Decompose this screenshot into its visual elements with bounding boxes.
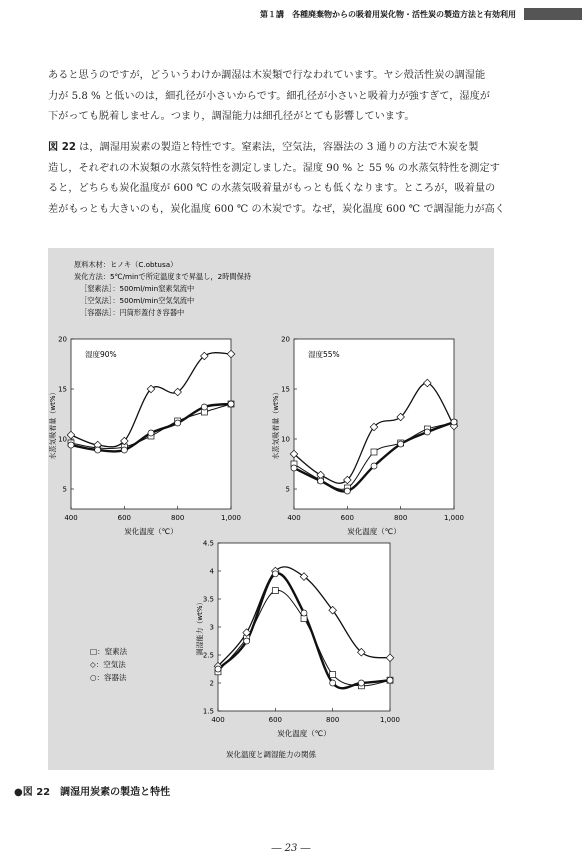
- x-tick-label: 1,000: [379, 716, 401, 724]
- y-tick-label: 10: [58, 435, 67, 444]
- legend-entry: ○：容器法: [90, 673, 127, 682]
- y-tick-label: 20: [58, 335, 67, 344]
- x-tick-label: 800: [393, 514, 408, 522]
- y-tick-label: 2.5: [202, 651, 214, 660]
- y-tick-label: 5: [62, 485, 67, 494]
- data-point-circle: [371, 463, 377, 469]
- x-tick-label: 600: [268, 716, 283, 724]
- text-line: 下がっても脱着しません。つまり，調湿能力は細孔径がとても影響しています。: [48, 111, 415, 123]
- data-point-circle: [451, 419, 457, 425]
- legend-entry: ◇：空気法: [90, 660, 126, 669]
- text-line: 差がもっとも大きいのも，炭化温度 600 ℃ の木炭です。なぜ，炭化温度 600 ℃ で調湿能力が高く: [48, 203, 505, 215]
- data-point-circle: [215, 666, 221, 672]
- data-point-circle: [244, 638, 250, 644]
- figure-reference[interactable]: 図 22: [48, 142, 76, 153]
- y-tick-label: 4: [209, 567, 214, 576]
- data-point-circle: [121, 447, 127, 453]
- y-tick-label: 1.5: [202, 707, 214, 716]
- data-point-circle: [201, 404, 207, 410]
- data-point-circle: [272, 571, 278, 577]
- data-point-circle: [301, 610, 307, 616]
- y-axis-label: 水蒸気吸着量（wt%）: [272, 388, 280, 460]
- chart-1: [48, 336, 241, 537]
- data-point-circle: [228, 401, 234, 407]
- data-point-circle: [68, 442, 74, 448]
- x-tick-label: 600: [117, 514, 132, 522]
- chart-3: [195, 540, 400, 739]
- x-axis-label: 炭化温度（℃）: [124, 527, 178, 536]
- data-point-square: [272, 588, 278, 594]
- y-tick-label: 3: [209, 623, 214, 632]
- text-line: ると，どちらも炭化温度が 600 ℃ の水蒸気吸着量がもっとも低くなります。ところが，吸着量の: [48, 183, 496, 195]
- legend-entry: □：窒素法: [90, 647, 128, 656]
- data-point-circle: [387, 677, 393, 683]
- figure-caption: ●図 22 調湿用炭素の製造と特性: [14, 787, 171, 798]
- humidity-annotation: 湿度90%: [85, 350, 117, 359]
- data-point-square: [371, 449, 377, 455]
- text-line: 造し，それぞれの木炭類の水蒸気特性を測定しました。湿度 90 % と 55 % の水蒸気特性を測定す: [48, 162, 500, 174]
- y-tick-label: 3.5: [202, 595, 214, 604]
- x-tick-label: 400: [64, 514, 78, 522]
- header-title: 第１講 各種廃棄物からの吸着用炭化物・活性炭の製造方法と有効利用: [260, 10, 516, 19]
- y-tick-label: 15: [281, 385, 290, 394]
- legend: [90, 646, 128, 682]
- x-tick-label: 600: [340, 514, 355, 522]
- x-tick-label: 1,000: [220, 514, 242, 522]
- chart-2: [271, 336, 464, 537]
- data-point-square: [330, 672, 336, 678]
- data-point-circle: [148, 430, 154, 436]
- note-line: 原料木材：ヒノキ（C.obtusa）: [74, 260, 178, 269]
- x-tick-label: 800: [325, 716, 340, 724]
- plot-area: [71, 339, 231, 509]
- text-line: 力が 5.8 % と低いのは，細孔径が小さいからです。細孔径が小さいと吸着力が強すぎて，湿度が: [48, 90, 490, 102]
- humidity-annotation: 湿度55%: [308, 350, 340, 359]
- data-point-square: [301, 616, 307, 622]
- data-point-circle: [424, 429, 430, 435]
- note-line: 炭化方法：5℃/minで所定温度まで昇温し，2時間保持: [74, 272, 251, 281]
- x-tick-label: 400: [287, 514, 301, 522]
- header-bar: [524, 8, 582, 20]
- y-axis-label: 水蒸気吸着量（wt%）: [49, 388, 57, 460]
- data-point-circle: [358, 680, 364, 686]
- y-tick-label: 5: [285, 485, 290, 494]
- paragraph-1: [48, 66, 538, 128]
- x-axis-label: 炭化温度（℃）: [277, 729, 331, 738]
- data-point-circle: [175, 420, 181, 426]
- data-point-circle: [344, 488, 350, 494]
- note-line: ［窒素法］：500ml/min窒素気流中: [80, 284, 195, 293]
- data-point-circle: [398, 441, 404, 447]
- figure-22: [48, 248, 494, 770]
- y-tick-label: 10: [281, 435, 290, 444]
- data-point-circle: [291, 465, 297, 471]
- page-number: ― 23 ―: [271, 843, 311, 854]
- data-point-circle: [330, 680, 336, 686]
- data-point-circle: [95, 447, 101, 453]
- y-axis-label: 調湿能力（wt%）: [196, 598, 204, 656]
- y-tick-label: 4.5: [202, 539, 214, 548]
- figure-graphics: [48, 248, 494, 770]
- text-line: 図 22 は，調湿用炭素の製造と特性です。窒素法，空気法，容器法の 3 通りの方法で木炭を製: [48, 142, 479, 153]
- text-line: あると思うのですが，どういうわけか調湿は木炭類で行なわれています。ヤシ殻活性炭の調湿能: [48, 70, 486, 81]
- x-tick-label: 800: [170, 514, 185, 522]
- y-tick-label: 15: [58, 385, 67, 394]
- data-point-circle: [318, 478, 324, 484]
- y-tick-label: 2: [209, 679, 214, 688]
- figure-notes: [74, 260, 251, 317]
- x-tick-label: 400: [211, 716, 225, 724]
- note-line: ［容器法］：円筒形蓋付き容器中: [80, 308, 185, 317]
- running-header: [248, 6, 582, 22]
- note-line: ［空気法］：500ml/min空気気流中: [80, 296, 195, 305]
- x-axis-label: 炭化温度（℃）: [347, 527, 401, 536]
- paragraph-2: [48, 138, 538, 220]
- y-tick-label: 20: [281, 335, 290, 344]
- x-tick-label: 1,000: [443, 514, 465, 522]
- figure-subcaption: 炭化温度と調湿能力の関係: [226, 750, 316, 759]
